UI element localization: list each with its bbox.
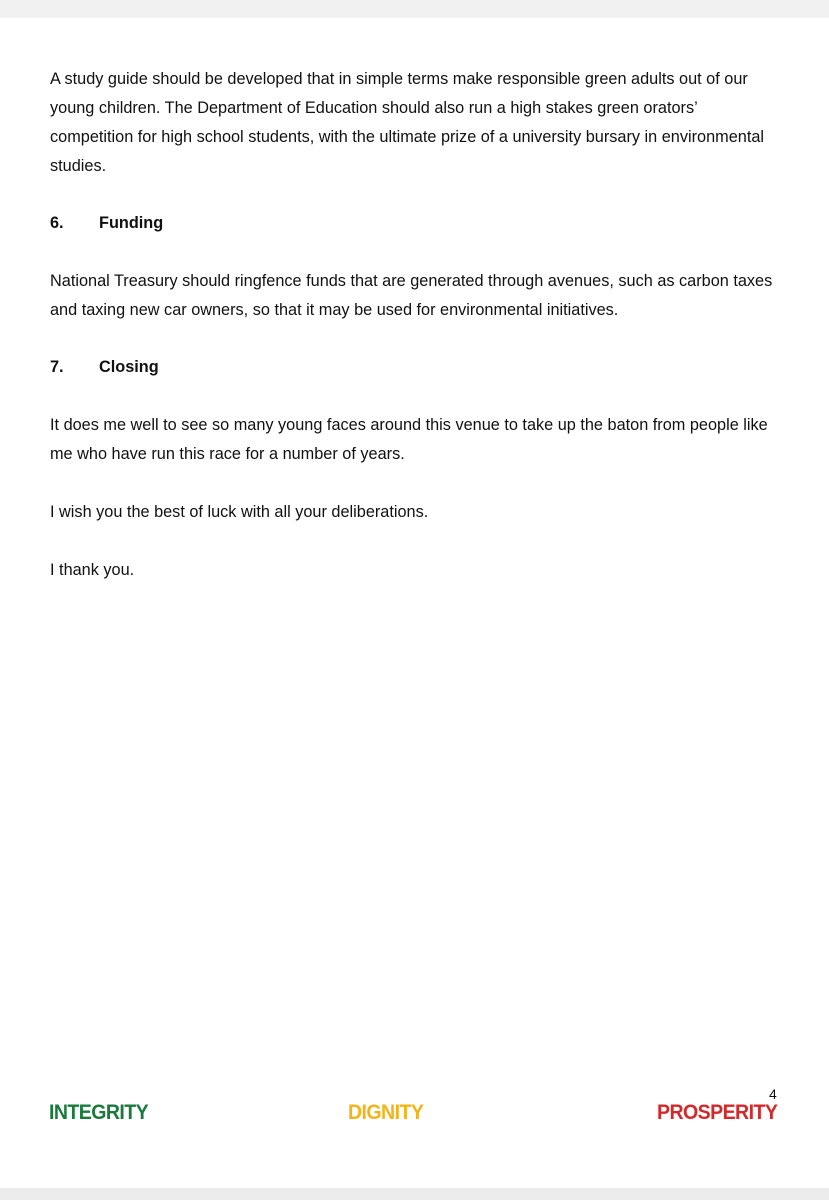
- section-title: Funding: [99, 214, 164, 232]
- closing-paragraph: It does me well to see so many young faces around this venue to take up the baton from people like me who have run this race for a number of years.: [50, 416, 768, 463]
- section-number: 6.: [50, 214, 64, 232]
- footer-word-prosperity: PROSPERITY: [657, 1101, 778, 1124]
- study-guide-paragraph: A study guide should be developed that in simple terms make responsible green adults out of our young children. The Department of Education should also run a high stakes green orators’ competition for high school students, with the ultimate prize of a university bursary in environmental studies.: [50, 70, 765, 175]
- funding-paragraph: National Treasury should ringfence funds that are generated through avenues, such as carbon taxes and taxing new car owners, so that it may be used for environmental initiatives.: [50, 272, 773, 319]
- section-heading-closing: [50, 353, 159, 382]
- section-title: Closing: [99, 358, 159, 376]
- wish-paragraph: I wish you the best of luck with all your deliberations.: [50, 503, 429, 521]
- page-number: 4: [769, 1086, 777, 1102]
- section-number: 7.: [50, 358, 64, 376]
- section-heading-funding: [50, 209, 163, 238]
- footer-word-dignity: DIGNITY: [348, 1101, 424, 1124]
- viewer-bottom-edge: [0, 1188, 829, 1200]
- footer-word-integrity: INTEGRITY: [49, 1101, 149, 1124]
- thanks-paragraph: I thank you.: [50, 561, 135, 579]
- document-page: [0, 18, 829, 1188]
